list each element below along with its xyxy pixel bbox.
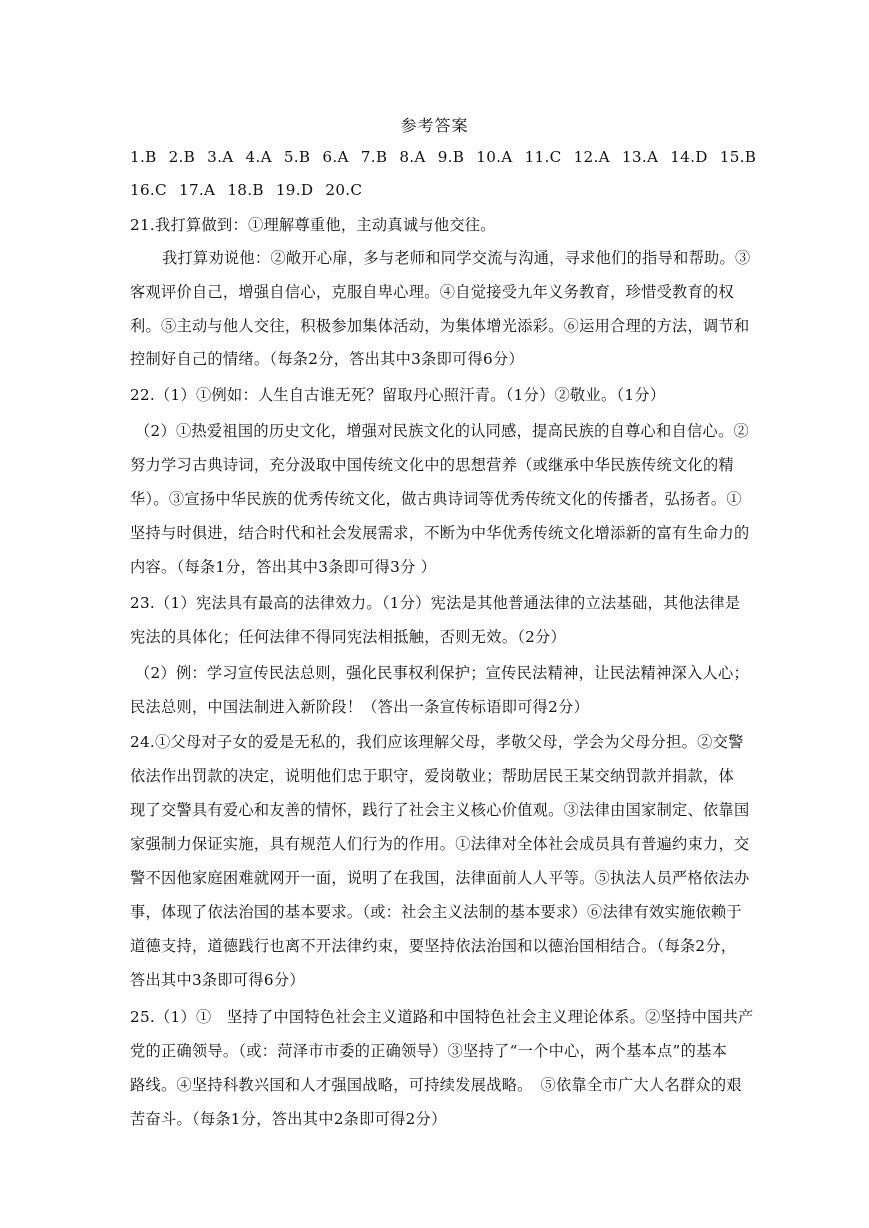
mc-answers-row-1: [130, 148, 756, 166]
answer-24-line: 24.①父母对子女的爱是无私的，我们应该理解父母，孝敬父母，学会为父母分担。②交警: [130, 733, 744, 751]
mc-answer: 18.B: [227, 181, 264, 199]
mc-answer: 20.C: [325, 181, 363, 199]
mc-answer: 4.A: [245, 148, 272, 166]
mc-answer: 8.A: [399, 148, 426, 166]
mc-answer: 7.B: [360, 148, 388, 166]
answer-24-line: 现了交警具有爱心和友善的情怀，践行了社会主义核心价值观。③法律由国家制定、依靠国: [130, 801, 750, 819]
answer-21-line: 利。⑤主动与他人交往，积极参加集体活动，为集体增光添彩。⑥运用合理的方法，调节和: [130, 317, 750, 335]
answer-24-line: 依法作出罚款的决定，说明他们忠于职守，爱岗敬业；帮助居民王某交纳罚款并捐款，体: [130, 767, 735, 785]
answer-21-line: 控制好自己的情绪。（每条2分，答出其中3条即可得6分）: [130, 350, 524, 368]
mc-answer: 2.B: [168, 148, 196, 166]
answer-25-line: 苦奋斗。（每条1分，答出其中2条即可得2分）: [130, 1110, 447, 1128]
mc-answer: 13.A: [621, 148, 659, 166]
mc-answer: 11.C: [524, 148, 562, 166]
answer-21-line: 我打算劝说他：②敞开心扉，多与老师和同学交流与沟通，寻求他们的指导和帮助。③: [162, 249, 751, 267]
mc-answer: 6.A: [322, 148, 349, 166]
answer-24-line: 警不因他家庭困难就网开一面，说明了在我国，法律面前人人平等。⑤执法人员严格依法办: [130, 869, 750, 887]
answer-24-line: 家强制力保证实施，具有规范人们行为的作用。①法律对全体社会成员具有普遍约束力，交: [130, 835, 750, 853]
mc-answer: 1.B: [130, 148, 157, 166]
answer-22-line: 坚持与时俱进，结合时代和社会发展需求，不断为中华优秀传统文化增添新的富有生命力的: [130, 524, 750, 542]
mc-answer: 3.A: [207, 148, 234, 166]
answer-22-line: 努力学习古典诗词，充分汲取中国传统文化中的思想营养（或继承中华民族传统文化的精: [130, 456, 735, 474]
answer-23-line: （2）例：学习宣传民法总则，强化民事权利保护；宣传民法精神，让民法精神深入人心；: [135, 664, 749, 682]
mc-answer: 9.B: [437, 148, 465, 166]
answer-22-line: 华）。③宣扬中华民族的优秀传统文化，做古典诗词等优秀传统文化的传播者，弘扬者。①: [130, 490, 742, 508]
answer-24-line: 事，体现了依法治国的基本要求。（或：社会主义法制的基本要求）⑥法律有效实施依赖于: [130, 903, 742, 921]
answer-25-line: 路线。④坚持科教兴国和人才强国战略，可持续发展战略。 ⑤依靠全市广大人名群众的艰: [130, 1076, 742, 1094]
answer-25-line: 党的正确领导。（或：菏泽市市委的正确领导）③坚持了“一个中心，两个基本点”的基本: [130, 1042, 728, 1060]
mc-answer: 10.A: [476, 148, 513, 166]
mc-answer: 12.A: [573, 148, 610, 166]
mc-answer: 5.B: [283, 148, 311, 166]
answer-24-line: 答出其中3条即可得6分）: [130, 971, 305, 989]
answer-24-line: 道德支持，道德践行也离不开法律约束，要坚持依法治国和以德治国相结合。（每条2分，: [130, 937, 737, 955]
mc-answer: 15.B: [719, 148, 757, 166]
answer-25-line: 25.（1）① 坚持了中国特色社会主义道路和中国特色社会主义理论体系。②坚持中国共产: [130, 1008, 754, 1026]
mc-answer: 14.D: [670, 148, 708, 166]
answer-23-line: 宪法的具体化；任何法律不得同宪法相抵触，否则无效。（2分）: [130, 628, 567, 646]
answer-22-line: （2）①热爱祖国的历史文化，增强对民族文化的认同感，提高民族的自尊心和自信心。②: [135, 422, 749, 440]
mc-answer: 17.A: [178, 181, 216, 199]
mc-answer: 19.D: [275, 181, 314, 199]
answer-21-line: 客观评价自己，增强自信心，克服自卑心理。④自觉接受九年义务教育，珍惜受教育的权: [130, 283, 735, 301]
page-title: 参考答案: [400, 116, 469, 135]
answer-21-line: 21.我打算做到：①理解尊重他，主动真诚与他交往。: [130, 216, 496, 234]
answer-23-line: 23.（1）宪法具有最高的法律效力。（1分）宪法是其他普通法律的立法基础，其他法律是: [130, 594, 741, 612]
answer-22-line: 22.（1）①例如：人生自古谁无死？留取丹心照汗青。（1分）②敬业。（1分）: [130, 386, 666, 404]
answer-22-line: 内容。（每条1分，答出其中3条即可得3分 ）: [130, 558, 437, 576]
mc-answers-row-2: [130, 181, 374, 199]
answer-23-line: 民法总则，中国法制进入新阶段！（答出一条宣传标语即可得2分）: [130, 698, 590, 716]
mc-answer: 16.C: [130, 181, 167, 199]
